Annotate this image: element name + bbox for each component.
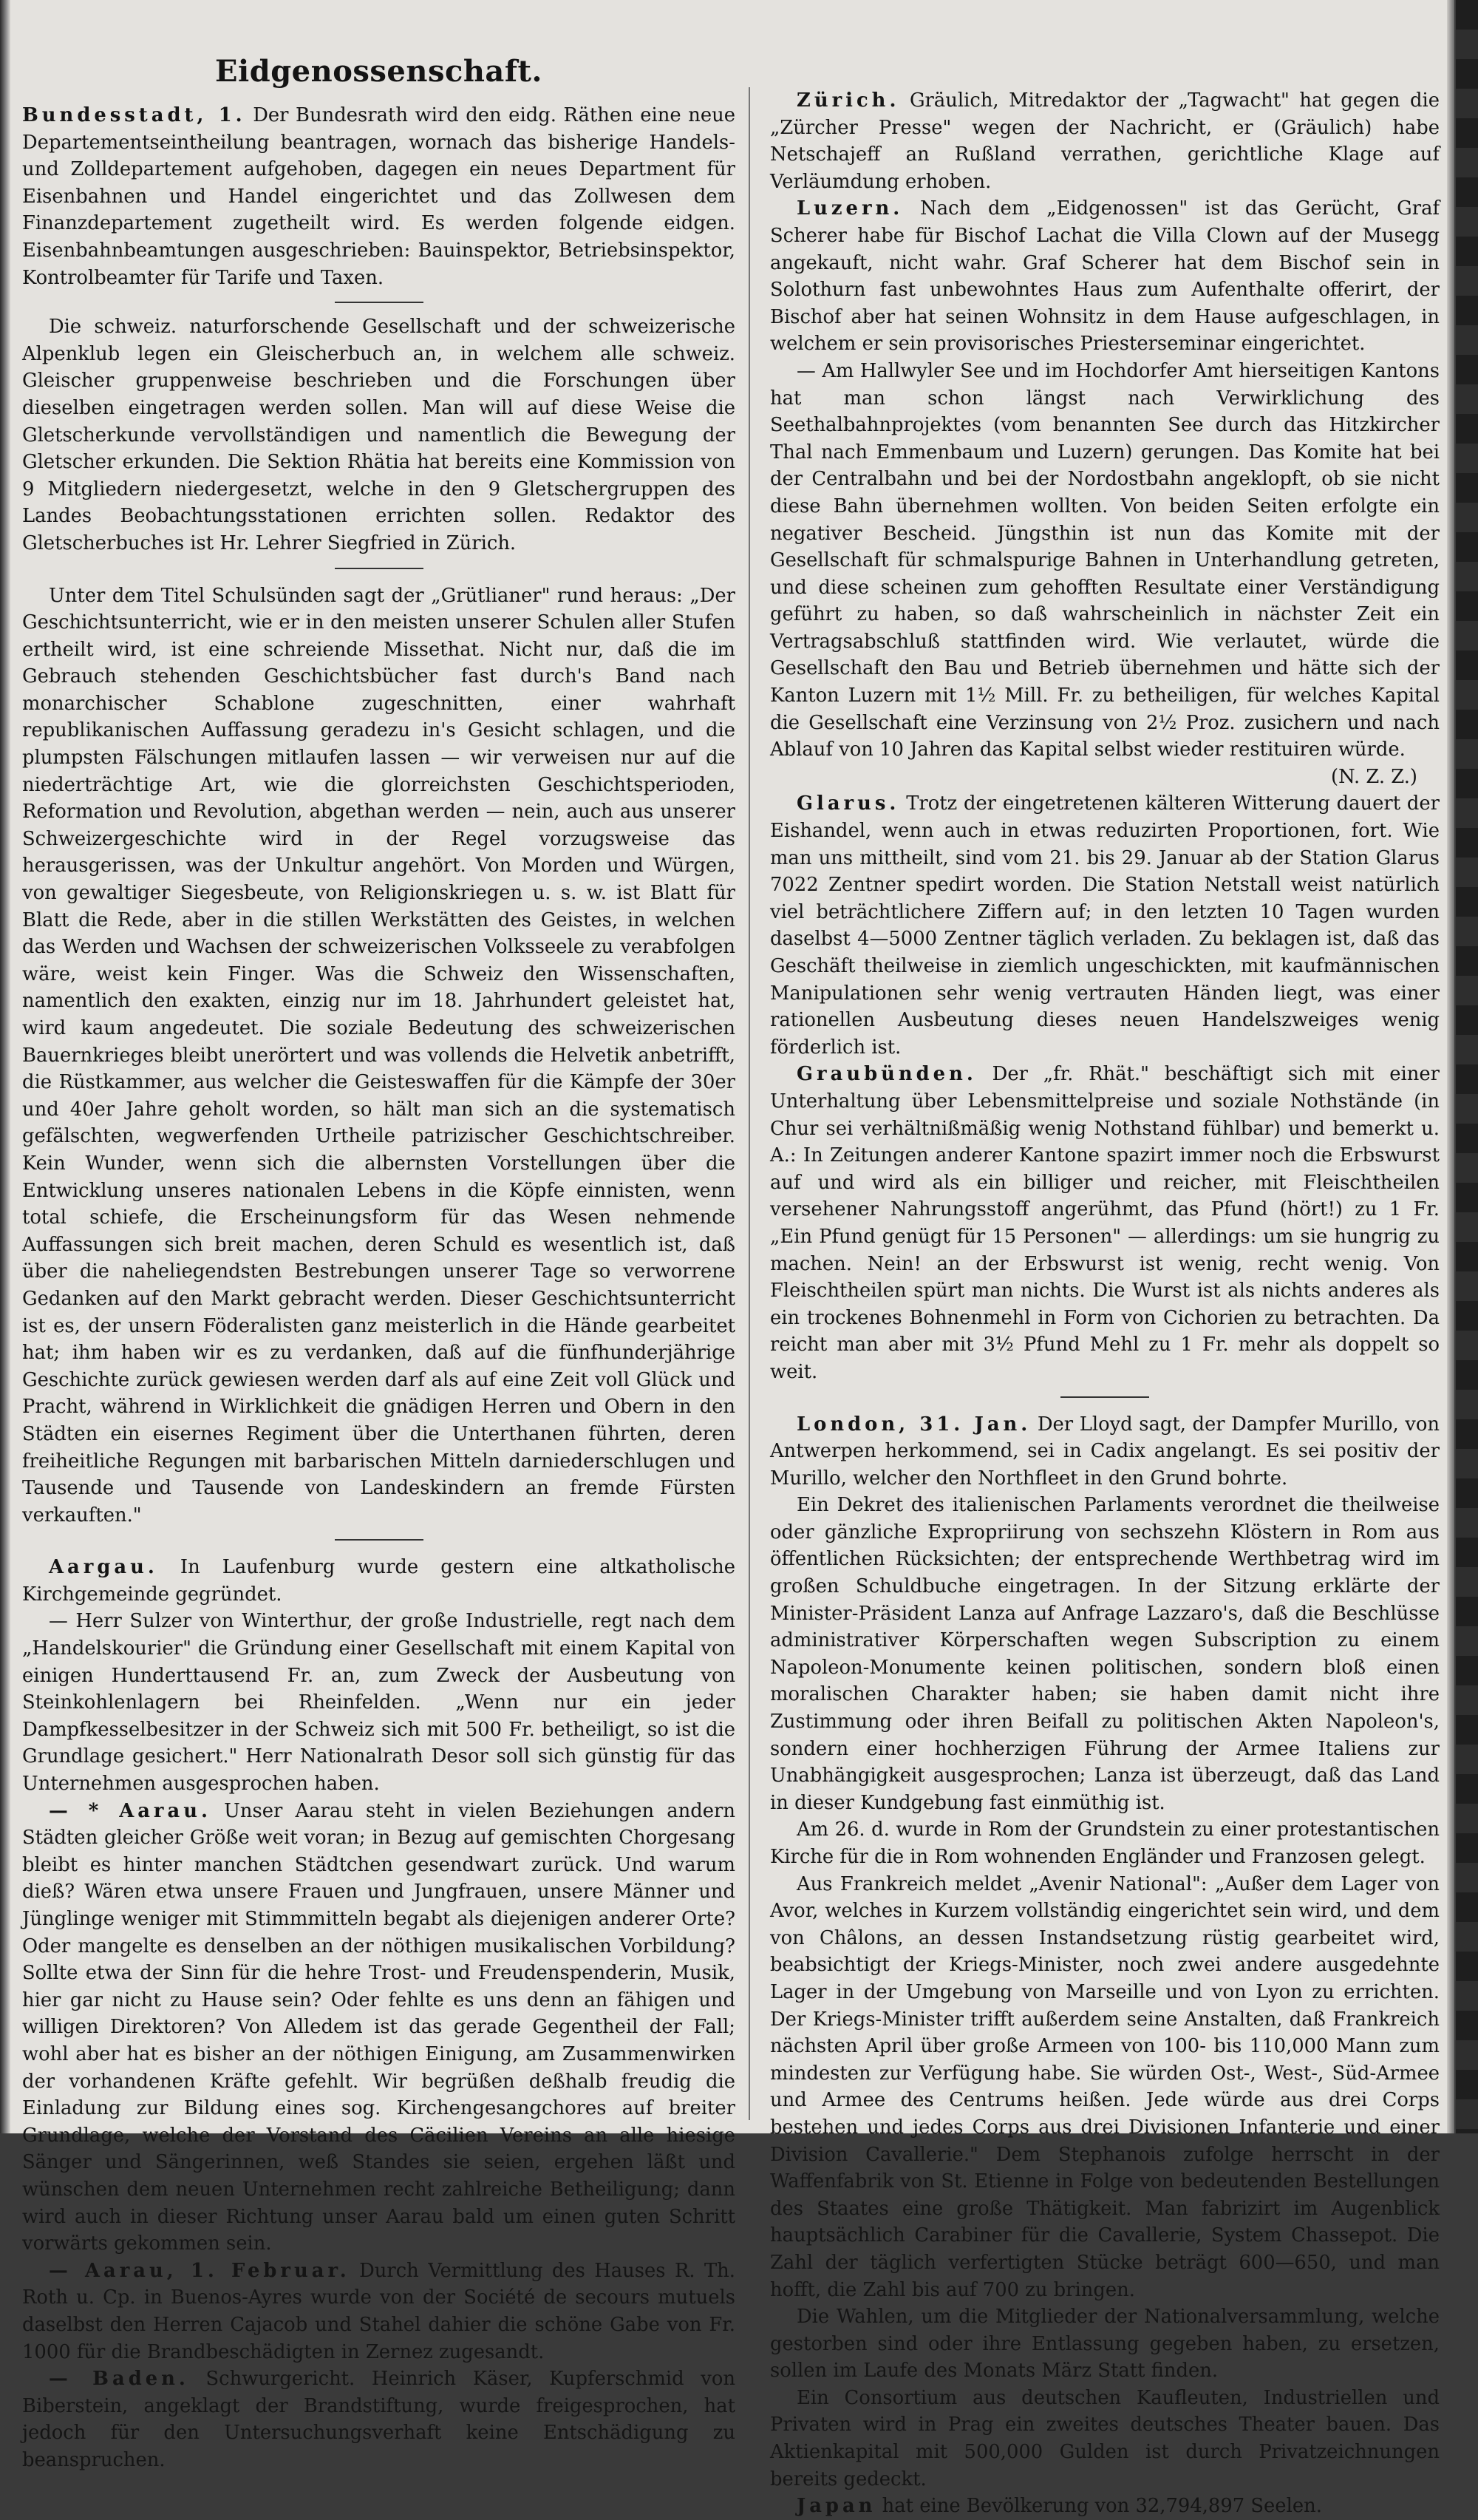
article-seethalbahn	[770, 358, 1440, 764]
article-rom	[770, 1816, 1440, 1870]
article-aargau	[22, 1554, 735, 1608]
article-lead: Zürich.	[797, 89, 900, 112]
article-graubuenden	[770, 1061, 1440, 1385]
article-text: Schwurgericht. Heinrich Käser, Kupferschmid von Biberstein, angeklagt der Brandstiftung, wurde freigesprochen, hat jedoch für den Untersuchungsverhaft keine Entschädigung zu beanspruchen.	[22, 2368, 736, 2471]
article-text: Nach dem „Eidgenossen" ist das Gerücht, Graf Scherer habe für Bischof Lachat die Villa Clown auf der Musegg angekauft, nicht wahr. Graf Scherer hat dem Bischof sein in Solothurn fast unbewohntes Haus zum Aufenthalte offerirt, der Bischof aber hat seinen Wohnsitz in dem Hause aufgeschlagen, in welchem er sein provisorisches Priesterseminar eingerichtet.	[770, 197, 1440, 356]
article-text: Durch Vermittlung des Hauses R. Th. Roth u. Cp. in Buenos-Ayres wurde von der Société de secours mutuels daselbst den Herren Cajacob und Stahel dahier die schöne Gabe von Fr. 1000 für die Brandbeschädigten in Zernez zugesandt.	[22, 2259, 735, 2363]
article-italien	[770, 1492, 1440, 1816]
article-text: Der Bundesrath wird den eidg. Räthen eine neue Departementseintheilung beantragen, wornach das bisherige Handels- und Zolldepartement aufgehoben, dagegen ein neues Department für Eisenbahnen und Handel eingerichtet und das Zollwesen dem Finanzdepartement zugetheilt wird. Es werden folgende eidgen. Eisenbahnbeamtungen ausgeschrieben: Bauinspektor, Betriebsinspektor, Kontrolbeamter für Tarife und Taxen.	[22, 104, 736, 289]
source-signature	[770, 764, 1440, 791]
article-text: hat eine Bevölkerung von 32,794,897 Seelen.	[882, 2495, 1322, 2518]
article-text: Aus Frankreich meldet „Avenir National": „Außer dem Lager von Avor, welches in Kurzem vollständig eingerichtet sein wird, und dem von Châlons, an dessen Instandsetzung rüstig gearbeitet wird, beabsichtigt der Kriegs-Minister, noch zwei andere ausgedehnte Lager in der Umgebung von Marseille und von Lyon zu errichten. Der Kriegs-Minister trifft außerdem seine Anstalten, daß Frankreich nächsten April über große Armeen von 100- bis 110,000 Mann zum mindesten zur Verfügung habe. Sie würden Ost-, West-, Süd-Armee und Armee des Centrums heißen. Jede würde aus drei Corps bestehen und jedes Corps aus drei Divisionen Infanterie und einer Division Cavallerie." Dem Stephanois zufolge herrscht in der Waffenfabrik von St. Etienne in Folge von bedeutenden Bestellungen des Staates eine große Thätigkeit. Man fabrizirt im Augenblick hauptsächlich Carabiner für die Cavallerie, System Chassepot. Die Zahl der täglich verfertigten Stücke beträgt 600—650, und man hofft, die Zahl bis auf 700 zu bringen.	[770, 1872, 1440, 2301]
article-glarus	[770, 790, 1440, 1061]
article-lead: — * Aarau.	[49, 1799, 211, 1822]
article-text: Am 26. d. wurde in Rom der Grundstein zu einer protestantischen Kirche für die in Rom wohnenden Engländer und Franzosen gelegt.	[770, 1818, 1440, 1868]
article-aarau-februar	[22, 2258, 735, 2366]
article-lead: London, 31. Jan.	[797, 1413, 1032, 1436]
separator-rule	[1060, 1396, 1149, 1398]
separator-rule	[335, 302, 423, 303]
article-text: Die Wahlen, um die Mitglieder der Nationalversammlung, welche gestorben sind oder ihre Entlassung gegeben haben, zu ersetzen, sollen im Laufe des Monats März Statt finden.	[770, 2306, 1440, 2383]
article-aarau-chor	[22, 1798, 735, 2258]
article-zuerich	[770, 87, 1440, 195]
article-lead: Japan	[797, 2495, 876, 2518]
article-lead: Graubünden.	[797, 1063, 977, 1086]
article-lead: — Am Hallwyler See	[797, 359, 996, 382]
article-lead: Luzern.	[797, 197, 904, 220]
column-divider	[749, 87, 750, 2120]
article-japan	[770, 2493, 1440, 2520]
right-column	[770, 87, 1440, 2518]
article-text: Gräulich, Mitredaktor der „Tagwacht" hat gegen die „Zürcher Presse" wegen der Nachricht, er (Gräulich) habe Netschajeff an Rußland verrathen, gerichtliche Klage auf Verläumdung erhoben.	[770, 89, 1440, 193]
article-lead: — Aarau, 1. Februar.	[49, 2259, 350, 2282]
article-lead: Glarus.	[797, 792, 900, 815]
article-text: Unser Aarau steht in vielen Beziehungen andern Städten gleicher Größe weit voran; in Bezug auf gemischten Chorgesang bleibt es hinter manchen Städtchen gesendwart zurück. Und warum dieß? Wären etwa unsere Frauen und Jungfrauen, unsere Männer und Jünglinge weniger mit Stimmmitteln begabt als diejenigen anderer Orte? Oder mangelte es denselben an der nöthigen musikalischen Vorbildung? Sollte etwa der Sinn für die hehre Trost- und Freudenspenderin, Musik, hier gar nicht zu Hause sein? Oder fehlte es uns denn an fähigen und willigen Direktoren? Von Alledem ist das gerade Gegentheil der Fall; wohl aber hat es bisher an der nöthigen Einigung, am Zusammenwirken der vorhandenen Kräfte gefehlt. Wir begrüßen deßhalb freudig die Einladung zur Bildung eines sog. Kirchengesangchores auf breiter Grundlage, welche der Vorstand des Cäcilien Vereins an alle hiesige Sänger und Sängerinnen, weß Standes sie seien, ergehen läßt und wünschen dem neuen Unternehmen recht zahlreiche Betheiligung; dann wird auch in dieser Richtung unser Aarau bald um einen guten Schritt vorwärts gekommen sein.	[22, 1799, 735, 2255]
article-wahlen	[770, 2303, 1440, 2385]
article-sulzer	[22, 1608, 735, 1797]
article-text: Unter dem Titel Schulsünden sagt der „Grütlianer" rund heraus: „Der Geschichtsunterricht, wie er in den meisten unserer Schulen aller Stufen ertheilt wird, ist eine schreiende Missethat. Nicht nur, daß die im Gebrauch stehenden Geschichtsbücher fast durch's Band nach monarchischer Schablone zugeschnitten, einer wahrhaft republikanischen Auffassung geradezu in's Gesicht schlagen, und die plumpsten Fälschungen mitlaufen lassen — wir verweisen nur auf die niederträchtige Art, wie die glorreichsten Geschichtsperioden, Reformation und Revolution, abgethan werden — nein, auch aus unserer Schweizergeschichte wird in der Regel vorzugsweise das herausgerissen, was der Unkultur angehört. Von Morden und Würgen, von gewaltiger Siegesbeute, von Religionskriegen u. s. w. ist Blatt für Blatt die Rede, aber in die stillen Werkstätten des Geistes, in welchen das Werden und Wachsen der schweizerischen Volksseele zu verabfolgen wäre, weist kein Finger. Was die Schweiz den Wissenschaften, namentlich den exakten, einzig nur im 18. Jahrhundert geleistet hat, wird kaum angedeutet. Die soziale Bedeutung des schweizerischen Bauernkrieges bleibt unerörtert und was vollends die Helvetik anbetrifft, die Rüstkammer, aus welcher die Geisteswaffen für die Kämpfe der 30er und 40er Jahre geholt worden, so hält man sich an die systematisch gefälschten, wegwerfenden Urtheile patrizischer Geschichtschreiber. Kein Wunder, wenn sich die albernsten Vorstellungen über die Entwicklung unseres nationalen Lebens in die Köpfe einnisten, wenn total schiefe, die Erscheinungsform für das Wesen nehmende Auffassungen sich breit machen, deren Schuld es wesentlich ist, daß über die naheliegendsten Bestrebungen unserer Tage so verworrene Gedanken auf den Markt gebracht werden. Dieser Geschichtsunterricht ist es, der unsern Föderalisten ganz meisterlich in die Hände gearbeitet hat; ihm haben wir es zu verdanken, daß auf die fünfhunderjährige Geschichte zurück gewiesen werden darf als auf eine Zeit voll Glück und Pracht, während in Wirklichkeit die gnädigen Herren und Obern in den Städten ein eisernes Regiment über die Unterthanen führten, deren freiheitliche Regungen mit barbarischen Mitteln darniederschlugen und Tausende und Tausende von Landeskindern an fremde Fürsten verkauften."	[22, 584, 735, 1526]
article-london	[770, 1411, 1440, 1492]
scan-edge	[1456, 0, 1478, 2133]
article-text: (N. Z. Z.)	[1331, 765, 1417, 788]
article-text: Der „fr. Rhät." beschäftigt sich mit einer Unterhaltung über Lebensmittelpreise und soziale Nothstände (in Chur sei verhältnißmäßig wenig Nothstand fühlbar) und bemerkt u. A.: In Zeitungen anderer Kantone spazirt immer noch die Erbswurst auf und wird als ein billiger und reicher, mit Fleischtheilen versehener Nahrungsstoff angerühmt, das Pfund (hört!) zu 1 Fr. „Ein Pfund genügt für 15 Personen" — allerdings: um sie hungrig zu machen. Nein! an der Erbswurst ist wenig, recht wenig. Von Fleischtheilen spürt man nichts. Die Wurst ist als nichts anderes als ein trockenes Bohnenmehl in Form von Cichorien zu betrachten. Da reicht man aber mit 3½ Pfund Mehl zu 1 Fr. mehr als doppelt so weit.	[770, 1063, 1440, 1383]
separator-rule	[335, 1539, 423, 1541]
article-baden	[22, 2366, 735, 2473]
left-column	[22, 102, 736, 2471]
article-luzern	[770, 195, 1440, 358]
article-bundesstadt	[22, 102, 735, 291]
article-lead: Aargau.	[49, 1556, 158, 1579]
article-text: In Laufenburg wurde gestern eine altkatholische Kirchgemeinde gegründet.	[22, 1556, 735, 1606]
separator-rule	[335, 568, 423, 569]
article-text: Der Lloyd sagt, der Dampfer Murillo, von Antwerpen herkommend, sei in Cadix angelangt. Es sei positiv der Murillo, welcher den Northfleet in den Grund bohrte.	[770, 1413, 1440, 1490]
article-lead: — Herr Sulzer	[49, 1610, 192, 1633]
article-frankreich	[770, 1871, 1440, 2304]
article-prag	[770, 2385, 1440, 2493]
section-title: Eidgenossenschaft.	[215, 54, 542, 89]
article-text: Die schweiz. naturforschende Gesellschaft und der schweizerische Alpenklub legen ein Gleischerbuch an, in welchem alle schweiz. Gleischer gruppenweise beschrieben und die Forschungen über dieselben eingetragen werden sollen. Man will auf diese Weise die Gletscherkunde vervollständigen und namentlich die Bewegung der Gletscher erkunden. Die Sektion Rhätia hat bereits eine Kommission von 9 Mitgliedern niedergesetzt, welche in den 9 Gletschergruppen des Landes Beobachtungsstationen errichten sollen. Redaktor des Gletscherbuches ist Hr. Lehrer Siegfried in Zürich.	[22, 316, 735, 554]
article-lead: — Baden.	[49, 2368, 189, 2391]
article-text: Ein Dekret des italienischen Parlaments verordnet die theilweise oder gänzliche Expropriirung von sechszehn Klöstern in Rom aus öffentlichen Rücksichten; der entsprechende Werthbetrag wird im großen Schuldbuche eingetragen. In der Sitzung erklärte der Minister-Präsident Lanza auf Anfrage Lazzaro's, daß die Beschlüsse administrativer Körperschaften wegen Subscription zu einem Napoleon-Monumente keinen politischen, sondern bloß einen moralischen Charakter haben; sie haben damit nicht ihre Zustimmung oder ihren Beifall zu politischen Akten Napoleon's, sondern einer hochherzigen Führung der Armee Italiens zur Unabhängigkeit ausgesprochen; Lanza ist überzeugt, daß das Land in dieser Kundgebung fast einmüthig ist.	[770, 1494, 1440, 1814]
article-text: und im Hochdorfer Amt hierseitigen Kantons hat man schon längst nach Verwirklichung des Seethalbahnprojektes (vom benannten See durch das Hitzkircher Thal nach Emmenbaum und Luzern) gerungen. Das Komite hat bei der Centralbahn und bei der Nordostbahn angeklopft, ob sie nicht diese Bahn übernehmen wollten. Von beiden Seiten erfolgte ein negativer Bescheid. Jüngsthin ist nun das Komite mit der Gesellschaft für schmalspurige Bahnen in Unterhandlung getreten, und diese scheinen zum gehofften Resultate einer Verständigung geführt zu haben, so daß wahrscheinlich in nächster Zeit ein Vertragsabschluß stattfinden wird. Wie verlautet, würde die Gesellschaft den Bau und Betrieb übernehmen und hätte sich der Kanton Luzern mit 1½ Mill. Fr. zu betheiligen, für welches Kapital die Gesellschaft eine Verzinsung von 2½ Proz. zusichern und nach Ablauf von 10 Jahren das Kapital selbst wieder restituiren würde.	[770, 359, 1440, 761]
article-schulsuenden	[22, 583, 735, 1529]
article-text: Trotz der eingetretenen kälteren Witterung dauert der Eishandel, wenn auch in etwas reduzirten Proportionen, fort. Wie man uns mittheilt, sind vom 21. bis 29. Januar ab der Station Glarus 7022 Zentner spedirt worden. Die Station Netstall weist natürlich viel beträchtlichere Ziffern auf; in den letzten 10 Tagen wurden daselbst 4—5000 Zentner täglich verladen. Zu beklagen ist, daß das Geschäft theilweise in ziemlich ungeschickten, mit kaufmännischen Manipulationen sehr wenig vertrauten Händen liegt, was einer rationellen Ausbeutung dieses neuen Handelszweiges wenig förderlich ist.	[770, 792, 1440, 1059]
article-text: Ein Consortium aus deutschen Kaufleuten, Industriellen und Privaten wird in Prag ein zweites deutsches Theater bauen. Das Aktienkapital mit 500,000 Gulden ist durch Privatzeichnungen bereits gedeckt.	[770, 2386, 1440, 2490]
article-text: von Winterthur, der große Industrielle, regt nach dem „Handelskourier" die Gründung einer Gesellschaft mit einem Kapital von einigen Hunderttausend Fr. an, zum Zweck der Ausbeutung von Steinkohlenlagern bei Rheinfelden. „Wenn nur ein jeder Dampfkesselbesitzer in der Schweiz sich mit 500 Fr. betheiligt, so ist die Grundlage gesichert." Herr Nationalrath Desor soll sich günstig für das Unternehmen ausgesprochen haben.	[22, 1610, 735, 1796]
article-gletscherbuch	[22, 313, 735, 557]
article-lead: Bundesstadt, 1.	[22, 104, 246, 126]
